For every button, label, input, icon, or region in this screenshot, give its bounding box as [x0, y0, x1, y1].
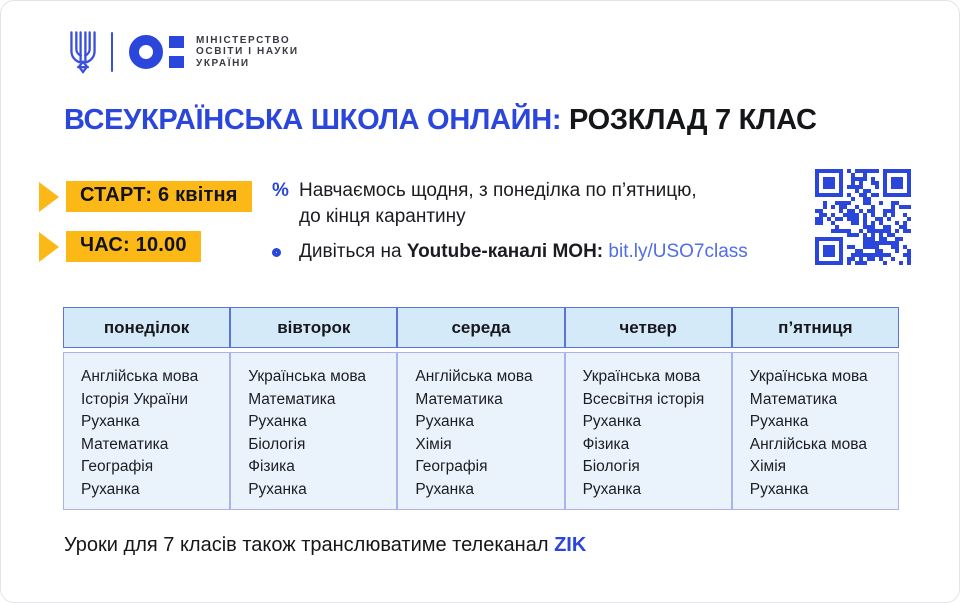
- time-badge-row: [39, 231, 201, 262]
- mon-logo-colon: [169, 36, 184, 68]
- ministry-line: УКРАЇНИ: [196, 57, 250, 69]
- footer-text: Уроки для 7 класів також транслюватиме телеканал: [64, 534, 555, 556]
- lesson: Руханка: [749, 480, 809, 498]
- lesson: Фізика: [248, 458, 295, 476]
- schedule-column-monday: [63, 307, 230, 510]
- brand-divider: [111, 32, 113, 72]
- ministry-line: ОСВІТИ І НАУКИ: [196, 46, 299, 58]
- footer-note: [64, 534, 586, 557]
- lesson: Руханка: [81, 480, 140, 498]
- youtube-link[interactable]: bit.ly/USO7class: [608, 241, 748, 262]
- lesson: Математика: [81, 435, 169, 453]
- qr-code: [815, 169, 911, 265]
- lesson: Географія: [81, 458, 154, 476]
- page-title: [64, 104, 817, 137]
- lesson: Англійська мова: [81, 368, 199, 385]
- schedule-table: [63, 307, 899, 510]
- day-header: четвер: [565, 307, 732, 348]
- lesson: Руханка: [582, 480, 642, 498]
- lesson: Українська мова: [749, 368, 868, 385]
- start-badge-row: [39, 181, 252, 212]
- start-badge: СТАРТ: 6 квітня: [66, 181, 252, 212]
- mon-logo-icon: [129, 35, 184, 69]
- lesson: Руханка: [415, 480, 474, 498]
- lesson: Математика: [248, 390, 336, 408]
- note-youtube-text: [299, 239, 748, 265]
- note-daily-line1: Навчаємось щодня, з понеділка по п’ятницю,: [299, 180, 697, 201]
- lesson: Українська мова: [248, 368, 367, 385]
- lessons-cell: [397, 352, 564, 510]
- schedule-column-wednesday: [397, 307, 564, 510]
- mon-logo-ring: [129, 35, 163, 69]
- trident-icon: [67, 29, 99, 75]
- schedule-column-thursday: [565, 307, 732, 510]
- lesson: Історія України: [81, 390, 189, 408]
- ministry-name: [196, 35, 299, 70]
- arrow-right-icon: [39, 232, 59, 262]
- ministry-line: МІНІСТЕРСТВО: [196, 34, 291, 46]
- lesson: Англійська мова: [415, 368, 533, 385]
- lesson: Руханка: [749, 413, 809, 431]
- lesson: Українська мова: [582, 368, 701, 385]
- circle-icon: [272, 239, 299, 265]
- zik-channel-link[interactable]: ZIK: [554, 534, 587, 556]
- lesson: Руханка: [582, 413, 642, 431]
- note-daily-text: [299, 178, 697, 230]
- schedule-column-tuesday: [230, 307, 397, 510]
- lesson: Руханка: [248, 413, 307, 431]
- lesson: Руханка: [81, 413, 140, 431]
- day-header: п’ятниця: [732, 307, 899, 348]
- note-daily-line2: до кінця карантину: [299, 206, 466, 227]
- title-highlight: ВСЕУКРАЇНСЬКА ШКОЛА ОНЛАЙН:: [64, 104, 562, 136]
- lesson: Руханка: [248, 480, 307, 498]
- note-daily: [272, 178, 697, 230]
- note-youtube-prefix: Дивіться на: [299, 241, 407, 262]
- lesson: Біологія: [582, 458, 640, 476]
- note-youtube-bold: Youtube-каналі МОН:: [406, 241, 609, 262]
- percent-icon: %: [272, 180, 289, 201]
- lesson: Математика: [415, 390, 503, 408]
- lessons-cell: [230, 352, 397, 510]
- lesson: Руханка: [415, 413, 474, 431]
- lessons-cell: [565, 352, 732, 510]
- lesson: Математика: [749, 390, 838, 408]
- lesson: Біологія: [248, 435, 306, 453]
- lesson: Хімія: [415, 435, 452, 453]
- lesson: Англійська мова: [749, 435, 867, 453]
- arrow-right-icon: [39, 182, 59, 212]
- lessons-cell: [63, 352, 230, 510]
- time-badge: ЧАС: 10.00: [66, 231, 201, 262]
- lessons-cell: [732, 352, 899, 510]
- lesson: Географія: [415, 458, 488, 476]
- day-header: середа: [397, 307, 564, 348]
- lesson: Хімія: [749, 458, 787, 476]
- brand-header: [67, 29, 299, 75]
- lesson: Всесвітня історія: [582, 390, 705, 408]
- lesson: Фізика: [582, 435, 630, 453]
- day-header: вівторок: [230, 307, 397, 348]
- note-youtube: [272, 239, 748, 265]
- title-rest: РОЗКЛАД 7 КЛАС: [561, 104, 817, 136]
- schedule-column-friday: [732, 307, 899, 510]
- day-header: понеділок: [63, 307, 230, 348]
